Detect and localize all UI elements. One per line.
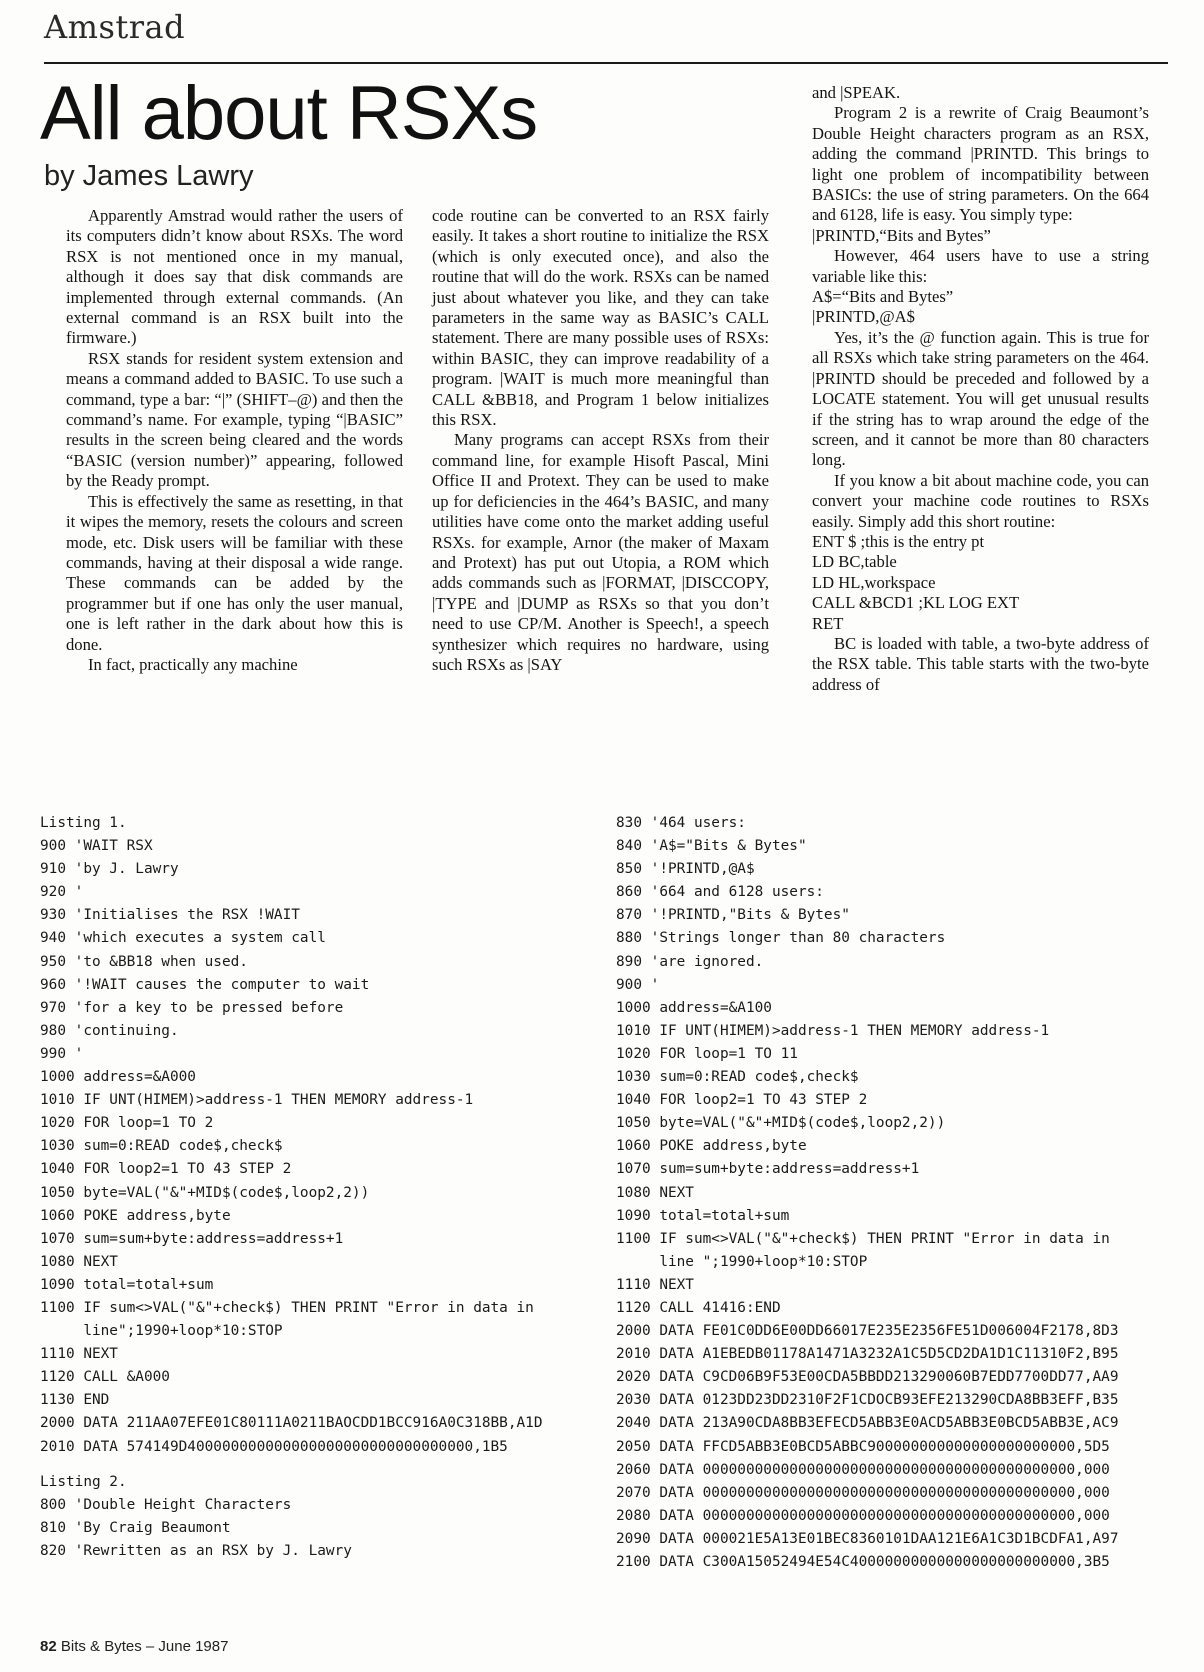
code-line: 830 '464 users: bbox=[616, 815, 746, 831]
code-line: 800 'Double Height Characters bbox=[40, 1496, 292, 1513]
paragraph: BC is loaded with table, a two-byte address of the RSX table. This table starts with the two-byte address of bbox=[812, 633, 1149, 694]
code-line: 1000 address=&A000 bbox=[40, 1069, 196, 1086]
code-line: 970 'for a key to be pressed before bbox=[40, 999, 344, 1016]
paragraph: Yes, it’s the @ function again. This is true for all RSXs which take string parameters on the 464. |PRINTD should be preceded and followed by a LOCATE statement. You will get unusual results if the string has to wrap around the edge of the screen, and it cannot be more than 80 characters long. bbox=[812, 327, 1149, 470]
code-line: 1070 sum=sum+byte:address=address+1 bbox=[40, 1230, 344, 1247]
code-line: 880 'Strings longer than 80 characters bbox=[616, 930, 946, 947]
code-line: 1080 NEXT bbox=[616, 1184, 694, 1201]
paragraph: However, 464 users have to use a string variable like this: bbox=[812, 246, 1149, 286]
article-column-1 bbox=[66, 206, 403, 675]
inline-code-line: |PRINTD,“Bits and Bytes” bbox=[812, 225, 991, 245]
code-line: 950 'to &BB18 when used. bbox=[40, 953, 248, 970]
code-line: 1070 sum=sum+byte:address=address+1 bbox=[616, 1161, 920, 1178]
code-line: 1020 FOR loop=1 TO 11 bbox=[616, 1045, 798, 1062]
code-line: Listing 1. bbox=[40, 815, 127, 831]
code-line: 1090 total=total+sum bbox=[40, 1276, 214, 1293]
page-footer bbox=[40, 1638, 228, 1655]
article-title: All about RSXs bbox=[40, 71, 538, 156]
code-line: 1110 NEXT bbox=[616, 1276, 694, 1293]
article-column-3 bbox=[812, 83, 1149, 695]
code-line: 2060 DATA 0000000000000000000000000000000000000000000,000 bbox=[616, 1461, 1110, 1478]
code-line: 960 '!WAIT causes the computer to wait bbox=[40, 976, 370, 993]
page-number: 82 bbox=[40, 1638, 57, 1655]
section-label: Amstrad bbox=[44, 8, 186, 46]
code-line: 930 'Initialises the RSX !WAIT bbox=[40, 907, 300, 924]
program-listing-right bbox=[616, 812, 1119, 1574]
code-line: 2090 DATA 000021E5A13E01BEC8360101DAA121E6A1C3D1BCDFA1,A97 bbox=[616, 1530, 1119, 1547]
byline: by James Lawry bbox=[44, 160, 254, 192]
inline-code-line: A$=“Bits and Bytes” bbox=[812, 287, 954, 307]
code-line: 810 'By Craig Beaumont bbox=[40, 1519, 231, 1536]
code-line: 990 ' bbox=[40, 1045, 84, 1062]
code-line: 1120 CALL &A000 bbox=[40, 1369, 170, 1386]
code-line: 2010 DATA 574149D400000000000000000000000000000000,1B5 bbox=[40, 1438, 508, 1455]
article-column-2 bbox=[432, 206, 769, 675]
code-line: Listing 2. bbox=[40, 1473, 127, 1490]
code-line: 940 'which executes a system call bbox=[40, 930, 326, 947]
code-line: 2040 DATA 213A90CDA8BB3EFECD5ABB3E0ACD5ABB3E0BCD5ABB3E,AC9 bbox=[616, 1415, 1119, 1432]
program-listing-left bbox=[40, 812, 543, 1563]
paragraph: Program 2 is a rewrite of Craig Beaumont’s Double Height characters program as an RSX, adding the command |PRINTD. This brings to light one problem of incompatibility between BASICs: the use of string parameters. On the 664 and 6128, life is easy. You simply type: bbox=[812, 103, 1149, 225]
code-line: 1030 sum=0:READ code$,check$ bbox=[40, 1138, 283, 1155]
code-line: 1130 END bbox=[40, 1392, 110, 1409]
code-line: 870 '!PRINTD,"Bits & Bytes" bbox=[616, 907, 850, 924]
inline-code-line: |PRINTD,@A$ bbox=[812, 307, 915, 327]
code-line: 900 ' bbox=[616, 976, 660, 993]
code-line: 1040 FOR loop2=1 TO 43 STEP 2 bbox=[616, 1092, 868, 1109]
paragraph: This is effectively the same as resetting, in that it wipes the memory, resets the colours and screen mode, etc. Disk users will be familiar with these commands, having at their disposal a wide range. These commands can be added by the programmer but if one has only the user manual, one is left rather in the dark about how this is done. bbox=[66, 491, 403, 654]
code-line: 820 'Rewritten as an RSX by J. Lawry bbox=[40, 1542, 352, 1559]
code-line: 1120 CALL 41416:END bbox=[616, 1299, 781, 1316]
paragraph: Many programs can accept RSXs from their command line, for example Hisoft Pascal, Mini Office II and Protext. They can be used to make up for deficiencies in the 464’s BASIC, and many utilities have come onto the market adding useful RSXs. for example, Arnor (the maker of Maxam and Protext) has put out Utopia, a ROM which adds commands such as |FORMAT, |DISCCOPY, |TYPE and |DUMP as RSXs so that you don’t need to use CP/M. Another is Speech!, a speech synthesizer which requires no hardware, using such RSXs as |SAY bbox=[432, 430, 769, 674]
inline-code-line: LD BC,table bbox=[812, 552, 897, 572]
inline-code-line: RET bbox=[812, 613, 844, 633]
code-line: 1080 NEXT bbox=[40, 1253, 118, 1270]
code-line: 2050 DATA FFCD5ABB3E0BCD5ABBC900000000000000000000000,5D5 bbox=[616, 1438, 1110, 1455]
code-line: 980 'continuing. bbox=[40, 1022, 179, 1039]
code-line: 1100 IF sum<>VAL("&"+check$) THEN PRINT "Error in data in bbox=[616, 1230, 1110, 1247]
inline-code-line: CALL &BCD1 ;KL LOG EXT bbox=[812, 593, 1020, 613]
paragraph: RSX stands for resident system extension and means a command added to BASIC. To use such a command, type a bar: “|” (SHIFT–@) and then the command’s name. For example, typing “|BASIC” results in the screen being cleared and the words “BASIC (version number)” appearing, followed by the Ready prompt. bbox=[66, 348, 403, 491]
code-line: 1030 sum=0:READ code$,check$ bbox=[616, 1069, 859, 1086]
publication-line: Bits & Bytes – June 1987 bbox=[56, 1638, 229, 1655]
listing-gap bbox=[40, 1459, 543, 1471]
code-line: 1110 NEXT bbox=[40, 1346, 118, 1363]
code-line: 920 ' bbox=[40, 884, 84, 901]
code-line: 1010 IF UNT(HIMEM)>address-1 THEN MEMORY address-1 bbox=[40, 1092, 474, 1109]
code-line: 2080 DATA 0000000000000000000000000000000000000000000,000 bbox=[616, 1507, 1110, 1524]
header-rule bbox=[44, 62, 1168, 64]
code-line: 860 '664 and 6128 users: bbox=[616, 884, 824, 901]
code-line: 2000 DATA 211AA07EFE01C80111A0211BAOCDD1BCC916A0C318BB,A1D bbox=[40, 1415, 543, 1432]
code-line: 1010 IF UNT(HIMEM)>address-1 THEN MEMORY address-1 bbox=[616, 1022, 1050, 1039]
code-line: 900 'WAIT RSX bbox=[40, 838, 153, 855]
code-line: 840 'A$="Bits & Bytes" bbox=[616, 838, 807, 855]
code-line: 2020 DATA C9CD06B9F53E00CDA5BBDD213290060B7EDD7700DD77,AA9 bbox=[616, 1369, 1119, 1386]
code-line: 2070 DATA 0000000000000000000000000000000000000000000,000 bbox=[616, 1484, 1110, 1501]
code-line: 1060 POKE address,byte bbox=[616, 1138, 807, 1155]
code-line: 2000 DATA FE01C0DD6E00DD66017E235E2356FE51D006004F2178,8D3 bbox=[616, 1323, 1119, 1340]
paragraph: Apparently Amstrad would rather the users of its computers didn’t know about RSXs. The word RSX is not mentioned once in my manual, although it does say that disk commands are implemented through external commands. (An external command is an RSX built into the firmware.) bbox=[66, 206, 403, 348]
paragraph: If you know a bit about machine code, you can convert your machine code routines to RSXs easily. Simply add this short routine: bbox=[812, 470, 1149, 531]
code-line: 2010 DATA A1EBEDB01178A1471A3232A1C5D5CD2DA1D1C11310F2,B95 bbox=[616, 1346, 1119, 1363]
code-line: 1100 IF sum<>VAL("&"+check$) THEN PRINT "Error in data in bbox=[40, 1299, 534, 1316]
paragraph: code routine can be converted to an RSX fairly easily. It takes a short routine to initialize the RSX (which is only executed once), and also the routine that will do the work. RSXs can be named just about whatever you like, and they can take parameters in the same way as BASIC’s CALL statement. There are many possible uses of RSXs: within BASIC, they can improve readability of a program. |WAIT is much more meaningful than CALL &BB18, and Program 1 below initializes this RSX. bbox=[432, 206, 769, 430]
code-line: line ";1990+loop*10:STOP bbox=[616, 1253, 868, 1270]
code-line: 850 '!PRINTD,@A$ bbox=[616, 861, 755, 878]
code-line: 1040 FOR loop2=1 TO 43 STEP 2 bbox=[40, 1161, 292, 1178]
code-line: 1000 address=&A100 bbox=[616, 999, 772, 1016]
code-line: 890 'are ignored. bbox=[616, 953, 764, 970]
code-line: 1050 byte=VAL("&"+MID$(code$,loop2,2)) bbox=[40, 1184, 370, 1201]
paragraph: In fact, practically any machine bbox=[88, 654, 298, 674]
inline-code-line: ENT $ ;this is the entry pt bbox=[812, 531, 985, 551]
code-line: 1060 POKE address,byte bbox=[40, 1207, 231, 1224]
code-line: 1050 byte=VAL("&"+MID$(code$,loop2,2)) bbox=[616, 1115, 946, 1132]
code-line: 2100 DATA C300A15052494E54C40000000000000000000000000,3B5 bbox=[616, 1554, 1110, 1570]
code-line: 1020 FOR loop=1 TO 2 bbox=[40, 1115, 214, 1132]
inline-code-line: LD HL,workspace bbox=[812, 572, 936, 592]
code-line: 1090 total=total+sum bbox=[616, 1207, 790, 1224]
code-line: 2030 DATA 0123DD23DD2310F2F1CDOCB93EFE213290CDA8BB3EFF,B35 bbox=[616, 1392, 1119, 1409]
code-line: 910 'by J. Lawry bbox=[40, 861, 179, 878]
paragraph: and |SPEAK. bbox=[812, 83, 901, 102]
code-line: line";1990+loop*10:STOP bbox=[40, 1323, 283, 1340]
